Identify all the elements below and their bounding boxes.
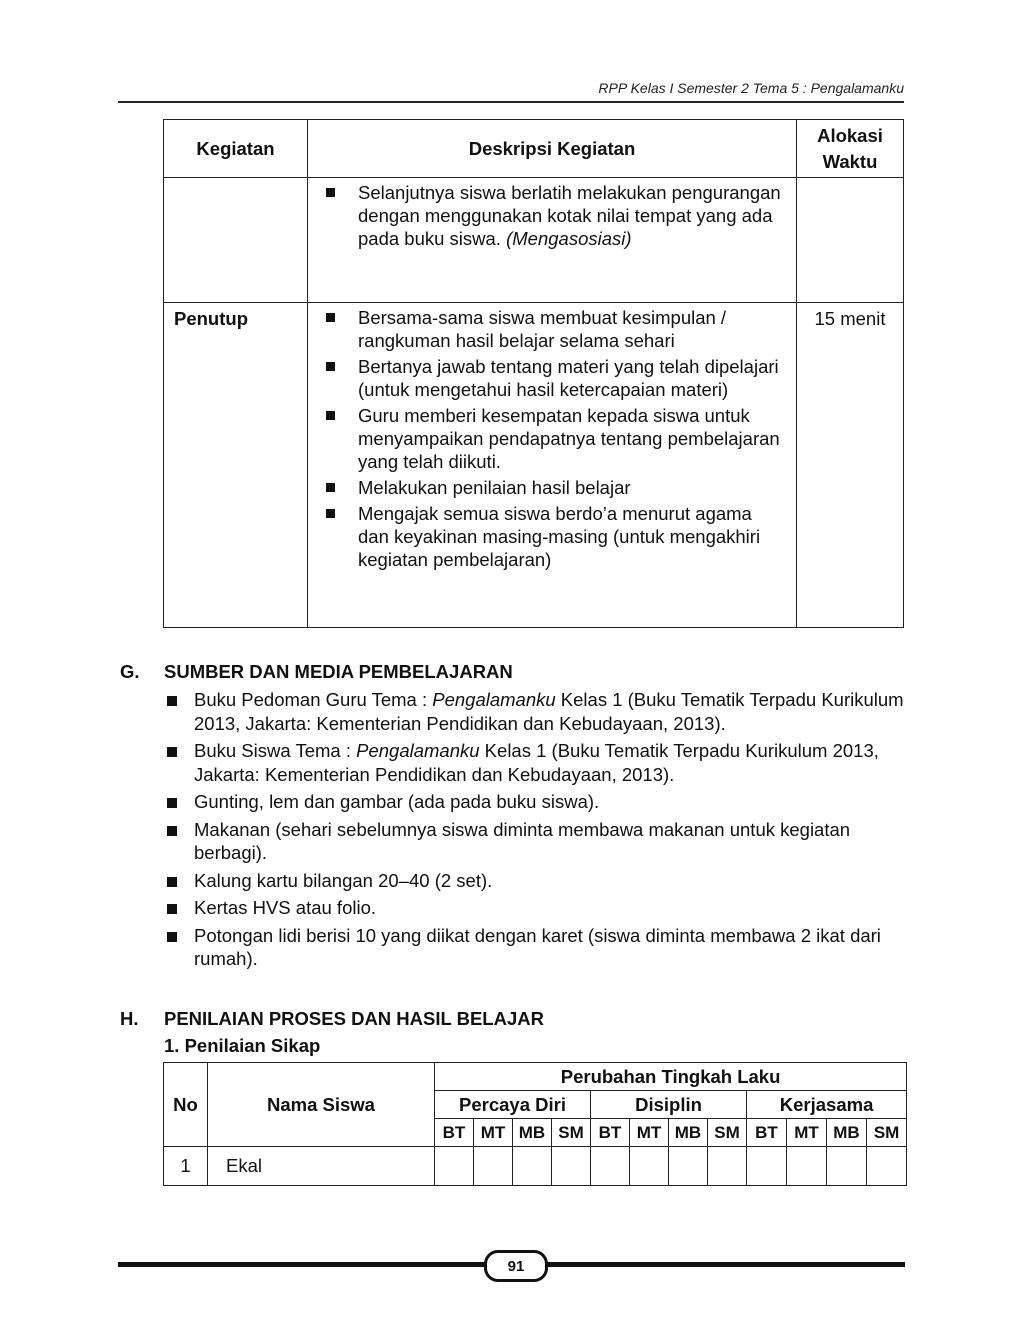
item-text: Kalung kartu bilangan 20–40 (2 set). — [194, 869, 493, 891]
square-bullet-icon — [167, 826, 177, 836]
score-cell[interactable] — [513, 1147, 552, 1186]
row2-deskripsi — [308, 303, 797, 628]
square-bullet-icon — [167, 798, 177, 808]
square-bullet-icon — [167, 747, 177, 757]
header-code-mt: MT — [474, 1119, 513, 1147]
list-item — [164, 818, 909, 865]
square-bullet-icon — [326, 313, 335, 322]
section-h-letter: H. — [120, 1008, 139, 1029]
item-text: Gunting, lem dan gambar (ada pada buku siswa). — [194, 791, 600, 812]
list-item — [164, 924, 909, 971]
list-item — [318, 306, 784, 352]
row1-item-text: Selanjutnya siswa berlatih melakukan pengurangan dengan menggunakan kotak nilai tempat yang ada pada buku siswa. — [358, 182, 781, 249]
header-code-mb: MB — [669, 1119, 708, 1147]
header-code-mb: MB — [513, 1119, 552, 1147]
activity-header-row — [164, 120, 904, 178]
list-item — [318, 404, 784, 473]
row2-item-text: Melakukan penilaian hasil belajar — [358, 477, 631, 498]
row2-waktu: 15 menit — [797, 303, 904, 628]
row2-item-text: Bertanya jawab tentang materi yang telah dipelajari (untuk mengetahui hasil ketercapaian materi) — [358, 356, 779, 400]
header-code-bt: BT — [747, 1119, 787, 1147]
header-alokasi-line1: Alokasi — [817, 124, 883, 146]
item-text-pre: Buku Siswa Tema : — [194, 740, 357, 761]
square-bullet-icon — [326, 411, 335, 420]
list-item — [164, 688, 909, 735]
header-code-mt: MT — [787, 1119, 827, 1147]
sumber-media-list — [164, 688, 909, 975]
activity-row-continuation — [164, 178, 904, 303]
header-title: RPP Kelas I Semester 2 Tema 5 : Pengalamanku — [598, 80, 904, 96]
square-bullet-icon — [326, 362, 335, 371]
item-text-pre: Buku Pedoman Guru Tema : — [194, 689, 433, 710]
header-nama-siswa: Nama Siswa — [208, 1063, 435, 1147]
footer-rule-right — [538, 1262, 905, 1267]
row2-item-text: Guru memberi kesempatan kepada siswa untuk menyampaikan pendapatnya tentang pembelajaran yang telah diikuti. — [358, 405, 780, 472]
header-code-bt: BT — [435, 1119, 474, 1147]
row-nama-siswa: Ekal — [208, 1147, 435, 1186]
row2-bullet-list — [318, 306, 784, 571]
score-cell[interactable] — [669, 1147, 708, 1186]
square-bullet-icon — [167, 904, 177, 914]
header-code-sm: SM — [867, 1119, 907, 1147]
header-code-mb: MB — [827, 1119, 867, 1147]
list-item — [164, 896, 909, 920]
list-item — [164, 739, 909, 786]
square-bullet-icon — [326, 509, 335, 518]
section-g-title — [120, 661, 513, 683]
header-code-sm: SM — [708, 1119, 747, 1147]
header-kerjasama: Kerjasama — [747, 1091, 907, 1119]
header-code-mt: MT — [630, 1119, 669, 1147]
row1-waktu — [797, 178, 904, 303]
square-bullet-icon — [167, 696, 177, 706]
penilaian-sikap-subtitle: 1. Penilaian Sikap — [164, 1035, 321, 1056]
square-bullet-icon — [167, 877, 177, 887]
list-item — [318, 355, 784, 401]
section-g-letter: G. — [120, 661, 140, 682]
row1-bullet-list — [318, 181, 784, 250]
section-h-title — [120, 1008, 544, 1030]
item-text: Makanan (sehari sebelumnya siswa diminta membawa makanan untuk kegiatan berbagi). — [194, 818, 851, 863]
row2-kegiatan: Penutup — [164, 303, 308, 628]
header-disiplin: Disiplin — [591, 1091, 747, 1119]
score-cell[interactable] — [435, 1147, 474, 1186]
item-text-post: Kelas 1 (Buku Tematik Terpadu Kurikulum 2013, Jakarta: Kementerian Pendidikan dan Kebudayaan, 2013). — [194, 740, 879, 785]
row1-deskripsi — [308, 178, 797, 303]
row1-kegiatan — [164, 178, 308, 303]
header-percaya-diri: Percaya Diri — [435, 1091, 591, 1119]
activity-table — [163, 119, 904, 628]
score-cell[interactable] — [474, 1147, 513, 1186]
score-cell[interactable] — [591, 1147, 630, 1186]
penilaian-sikap-table — [163, 1062, 907, 1186]
row-no: 1 — [164, 1147, 208, 1186]
list-item — [164, 790, 909, 814]
header-alokasi-line2: Waktu — [822, 150, 878, 172]
item-text-italic: Pengalamanku — [356, 740, 480, 761]
item-text-italic: Pengalamanku — [432, 689, 556, 710]
row1-item-italic: (Mengasosiasi) — [506, 228, 632, 249]
footer-rule-left — [118, 1262, 488, 1267]
item-text-post: Kelas 1 (Buku Tematik Terpadu Kurikulum 2013, Jakarta: Kementerian Pendidikan dan Kebudayaan, 2013). — [194, 689, 904, 734]
header-alokasi — [797, 120, 904, 178]
header-kegiatan: Kegiatan — [164, 120, 308, 178]
list-item — [318, 502, 784, 571]
score-cell[interactable] — [747, 1147, 787, 1186]
header-no: No — [164, 1063, 208, 1147]
header-rule — [118, 101, 904, 103]
header-deskripsi: Deskripsi Kegiatan — [308, 120, 797, 178]
row2-item-text: Mengajak semua siswa berdo’a menurut agama dan keyakinan masing-masing (untuk mengakhiri kegiatan pembelajaran) — [358, 503, 761, 570]
square-bullet-icon — [167, 932, 177, 942]
score-cell[interactable] — [552, 1147, 591, 1186]
section-h-heading: PENILAIAN PROSES DAN HASIL BELAJAR — [164, 1008, 544, 1029]
item-text: Potongan lidi berisi 10 yang diikat dengan karet (siswa diminta membawa 2 ikat dari rumah). — [194, 924, 881, 969]
section-g-heading: SUMBER DAN MEDIA PEMBELAJARAN — [164, 661, 513, 682]
table-row — [164, 1147, 907, 1186]
score-cell[interactable] — [708, 1147, 747, 1186]
score-cell[interactable] — [787, 1147, 827, 1186]
list-item — [318, 181, 784, 250]
activity-row-penutup — [164, 303, 904, 628]
item-text: Kertas HVS atau folio. — [194, 897, 377, 918]
score-cell[interactable] — [867, 1147, 907, 1186]
header-code-sm: SM — [552, 1119, 591, 1147]
sikap-header-row-1 — [164, 1063, 907, 1091]
list-item — [164, 869, 909, 893]
row2-item-text: Bersama-sama siswa membuat kesimpulan / rangkuman hasil belajar selama sehari — [358, 307, 727, 351]
square-bullet-icon — [326, 483, 335, 492]
list-item — [318, 476, 784, 499]
square-bullet-icon — [326, 188, 335, 197]
header-perubahan-tingkah-laku: Perubahan Tingkah Laku — [435, 1063, 907, 1091]
page-number: 91 — [484, 1250, 548, 1282]
header-code-bt: BT — [591, 1119, 630, 1147]
score-cell[interactable] — [827, 1147, 867, 1186]
score-cell[interactable] — [630, 1147, 669, 1186]
